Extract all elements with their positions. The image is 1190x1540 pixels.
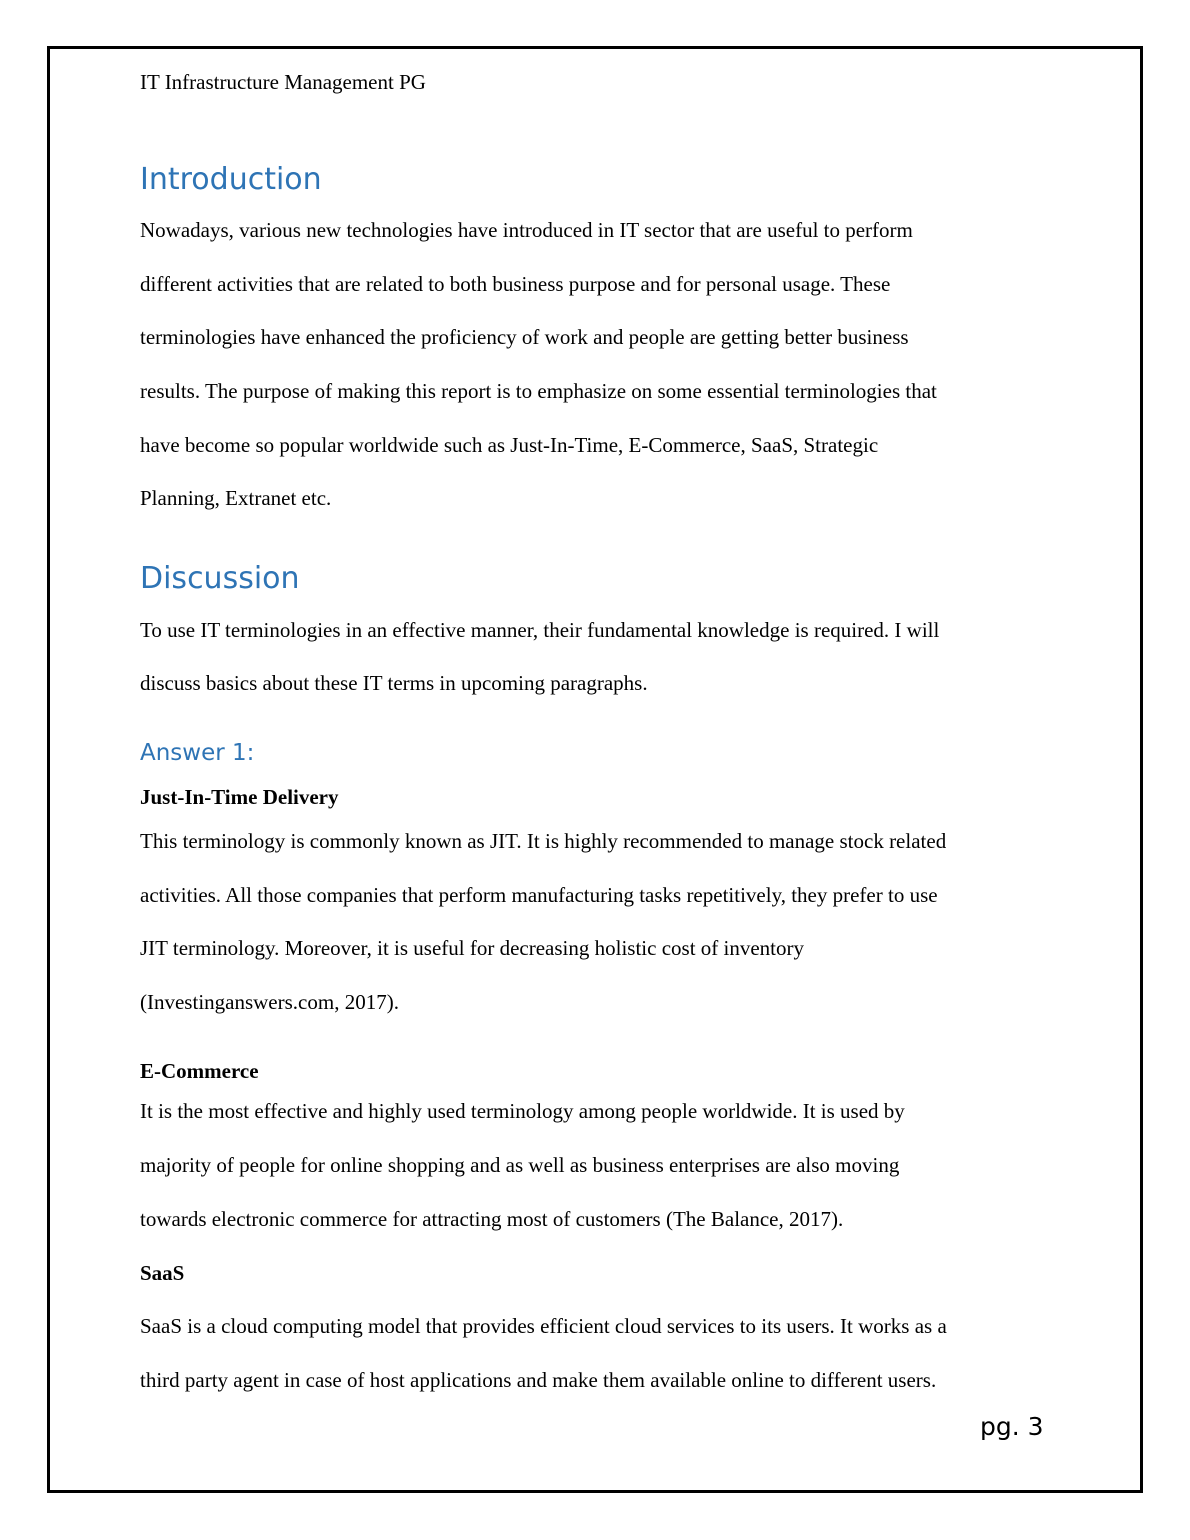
jit-line: This terminology is commonly known as JIT. It is highly recommended to manage stock related [140,829,947,853]
introduction-line: terminologies have enhanced the proficiency of work and people are getting better business [140,325,909,349]
introduction-line: Planning, Extranet etc. [140,486,332,510]
introduction-line: Nowadays, various new technologies have introduced in IT sector that are useful to perform [140,218,913,242]
page-number: pg. 3 [980,1412,1044,1441]
ecommerce-line: majority of people for online shopping and as well as business enterprises are also moving [140,1153,900,1177]
introduction-line: different activities that are related to both business purpose and for personal usage. These [140,272,891,296]
discussion-line: To use IT terminologies in an effective manner, their fundamental knowledge is required. I will [140,618,940,642]
jit-subheading: Just-In-Time Delivery [140,785,339,809]
introduction-heading: Introduction [140,162,322,197]
answer-1-heading: Answer 1: [140,740,255,766]
introduction-line: have become so popular worldwide such as Just-In-Time, E-Commerce, SaaS, Strategic [140,433,879,457]
running-header: IT Infrastructure Management PG [140,70,426,94]
ecommerce-subheading: E-Commerce [140,1059,259,1083]
ecommerce-line: towards electronic commerce for attracting most of customers (The Balance, 2017). [140,1207,844,1231]
introduction-line: results. The purpose of making this report is to emphasize on some essential terminologies that [140,379,937,403]
jit-line: JIT terminology. Moreover, it is useful for decreasing holistic cost of inventory [140,936,805,960]
saas-subheading: SaaS [140,1261,185,1285]
ecommerce-line: It is the most effective and highly used terminology among people worldwide. It is used by [140,1099,905,1123]
discussion-line: discuss basics about these IT terms in upcoming paragraphs. [140,671,648,695]
page-border [47,46,1143,1493]
saas-line: SaaS is a cloud computing model that provides efficient cloud services to its users. It works as a [140,1314,947,1338]
discussion-heading: Discussion [140,561,300,596]
saas-line: third party agent in case of host applications and make them available online to different users. [140,1368,937,1392]
jit-line: (Investinganswers.com, 2017). [140,990,399,1014]
jit-line: activities. All those companies that perform manufacturing tasks repetitively, they prefer to use [140,883,938,907]
